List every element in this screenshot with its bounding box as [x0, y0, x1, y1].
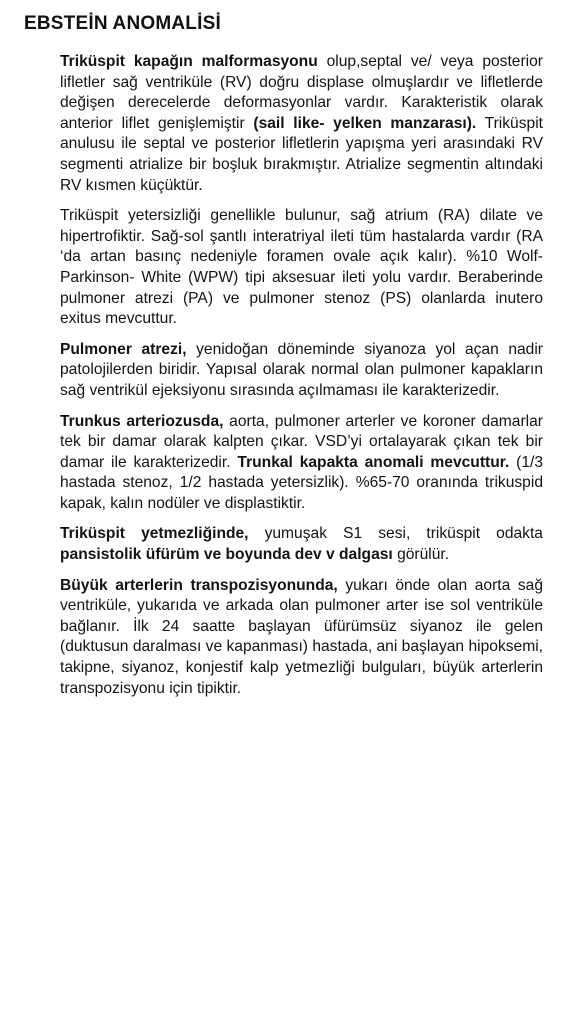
bold-term: Triküspit kapağın malformasyonu: [60, 53, 318, 70]
bold-term: Trunkus arteriozusda,: [60, 412, 224, 430]
bold-term: Büyük arterlerin transpozisyonunda,: [60, 576, 338, 594]
paragraph-tricuspid-insufficiency: [60, 206, 543, 330]
paragraph-ebstein-description: [60, 52, 543, 196]
paragraph-text: yumuşak S1 sesi, triküspit odakta: [248, 525, 543, 543]
paragraph-text: yukarı önde olan aorta sağ ventriküle, yukarıda ve arkada olan pulmoner arter ise sol ventriküle bağlanır. İlk 24 saatte başlayan üfürümsüz siyanoz ile gelen (duktusun daralması ve kapanması) hastada, ani başlayan hipoksemi, takipne, siyanoz, konjestif kalp yetmezliği bulguları, büyük arterlerin transpozisyonu için tipiktir.: [60, 576, 544, 697]
document-body: [60, 52, 543, 709]
paragraph-text: yenidoğan döneminde siyanoza yol açan nadir patolojilerden biridir. Yapısal olarak normal olan pulmoner kapakların sağ ventrikül ejeksiyonu sırasında açılmaması ile karakterizedir.: [60, 340, 543, 399]
paragraph-text: (1/3 hastada stenoz, 1/2 hastada yetersizlik). %65-70 oranında trikuspid kapak, kalın nodüler ve displastiktir.: [60, 453, 543, 512]
paragraph-tricuspid-regurgitation: [60, 524, 543, 565]
paragraph-text: Triküspit anulusu ile septal ve posterior lifletlerin yapışma yeri arasındaki RV segmenti atrialize bir boşluk bırakmıştır. Atrialize segmentin altındaki RV kısmen küçüktür.: [60, 114, 543, 194]
paragraph-text: görülür.: [392, 546, 450, 564]
page-title: EBSTEİN ANOMALİSİ: [24, 13, 221, 34]
paragraph-transposition-great-arteries: [60, 576, 543, 700]
bold-term: Pulmoner atrezi,: [60, 340, 187, 358]
paragraph-text: aorta, pulmoner arterler ve koroner damarlar tek bir damar olarak kalpten çıkar. VSD’yi ortalayarak çıkan tek bir damar ile karakterizedir.: [60, 412, 543, 471]
paragraph-text: olup,septal ve/ veya posterior lifletler sağ ventriküle (RV) doğru displase olmuşlardır ve lifletlerde değişen derecelerde deformasyonlar vardır. Karakteristik olarak anterior liflet genişlemiştir: [60, 53, 543, 132]
paragraph-pulmonary-atresia: [60, 340, 543, 402]
bold-term: Triküspit yetmezliğinde,: [60, 525, 249, 543]
bold-term: pansistolik üfürüm ve boyunda dev v dalgası: [60, 546, 393, 564]
paragraph-text: Triküspit yetersizliği genellikle bulunur, sağ atrium (RA) dilate ve hipertrofiktir. Sağ-sol şantlı interatriyal ileti tüm hastalarda vardır (RA ‘da artan basınç nedeniyle foramen ovale açık kalır). %10 Wolf-Parkinson- White (WPW) tipi aksesuar ileti yolu vardır. Beraberinde pulmoner atrezi (PA) ve pulmoner stenoz (PS) olanlarda inutero exitus mevcuttur.: [60, 207, 543, 328]
paragraph-truncus-arteriosus: [60, 412, 543, 515]
bold-term: (sail like- yelken manzarası).: [253, 114, 477, 132]
bold-term: Trunkal kapakta anomali mevcuttur.: [237, 453, 510, 471]
